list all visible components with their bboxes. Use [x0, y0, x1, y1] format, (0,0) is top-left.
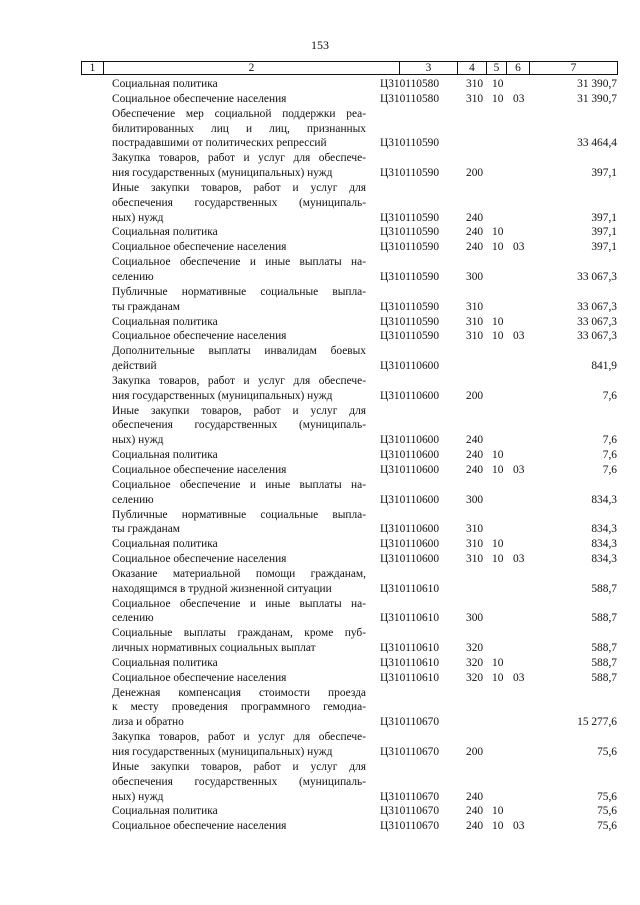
table-row	[0, 225, 640, 240]
row-expense-type: 240	[466, 463, 484, 476]
row-amount: 75,6	[597, 746, 617, 759]
row-name-line: Социальные выплаты гражданам, кроме пуб-	[112, 627, 366, 640]
row-target-code: Ц310110580	[380, 78, 440, 90]
table-row	[0, 448, 640, 463]
row-section: 10	[492, 538, 504, 551]
row-section: 10	[492, 241, 504, 254]
row-name-line: Социальное обеспечение населения	[112, 820, 287, 833]
row-name-line: Социальная политика	[112, 805, 218, 818]
row-name	[112, 240, 366, 255]
row-name-line: Социальное обеспечение населения	[112, 463, 287, 476]
row-amount: 588,7	[591, 642, 617, 655]
table-row	[0, 329, 640, 344]
row-name	[112, 374, 366, 404]
row-section: 10	[492, 449, 504, 462]
row-name	[112, 597, 366, 627]
row-expense-type: 310	[466, 523, 484, 536]
row-name-line: обеспечения государственных (муниципаль-	[112, 775, 366, 788]
row-name-line: Закупка товаров, работ и услуг для обеспече-	[112, 731, 366, 744]
row-name-line: ния государственных (муниципальных) нужд	[112, 167, 333, 180]
row-target-code: Ц310110590	[380, 226, 440, 239]
row-name	[112, 508, 366, 538]
row-target-code: Ц310110600	[380, 523, 440, 536]
table-row	[0, 344, 640, 374]
row-name-line: Дополнительные выплаты инвалидам боевых	[112, 345, 366, 358]
header-col-5: 5	[493, 62, 500, 74]
row-name	[112, 760, 366, 805]
row-amount: 31 390,7	[577, 78, 617, 90]
row-name-line: Социальное обеспечение и иные выплаты на-	[112, 597, 366, 610]
table-row	[0, 478, 640, 508]
row-name-line: селению	[112, 271, 154, 283]
row-section: 10	[492, 315, 504, 328]
row-expense-type: 240	[466, 241, 484, 254]
row-name	[112, 329, 366, 344]
row-name	[112, 225, 366, 240]
row-name	[112, 552, 366, 567]
table-row	[0, 819, 640, 834]
row-amount: 7,6	[602, 389, 617, 402]
row-expense-type: 310	[466, 330, 484, 343]
row-name-line: ты гражданам	[112, 523, 180, 536]
row-name-line: Социальная политика	[112, 78, 218, 90]
row-name	[112, 285, 366, 315]
row-name-line: Социальная политика	[112, 538, 218, 551]
row-name	[112, 344, 366, 374]
table-row	[0, 804, 640, 819]
header-col-2: 2	[248, 62, 255, 74]
row-section: 10	[492, 671, 504, 684]
table-row	[0, 760, 640, 805]
table-row	[0, 285, 640, 315]
row-section: 10	[492, 226, 504, 239]
row-section: 10	[492, 553, 504, 566]
row-expense-type: 320	[466, 642, 484, 655]
row-name-line: селению	[112, 493, 154, 506]
row-target-code: Ц310110590	[380, 211, 440, 224]
row-expense-type: 320	[466, 656, 484, 669]
row-name-line: действий	[112, 360, 157, 373]
row-name-line: Публичные нормативные социальные выпла-	[112, 285, 366, 298]
row-target-code: Ц310110590	[380, 315, 440, 328]
row-name-line: Иные закупки товаров, работ и услуг для	[112, 181, 366, 194]
row-name-line: Иные закупки товаров, работ и услуг для	[112, 760, 366, 773]
row-expense-type: 310	[466, 300, 484, 313]
row-target-code: Ц310110600	[380, 463, 440, 476]
row-name	[112, 537, 366, 552]
row-expense-type: 310	[466, 92, 484, 105]
row-name	[112, 478, 366, 508]
row-name-line: ты гражданам	[112, 300, 180, 313]
row-expense-type: 200	[466, 389, 484, 402]
row-name-line: ния государственных (муниципальных) нужд	[112, 746, 333, 759]
row-target-code: Ц310110600	[380, 389, 440, 402]
row-name-line: пострадавшими от политических репрессий	[112, 137, 327, 150]
table-row	[0, 552, 640, 567]
row-target-code: Ц310110600	[380, 538, 440, 551]
row-expense-type: 310	[466, 315, 484, 328]
row-amount: 7,6	[602, 434, 617, 447]
row-amount: 588,7	[591, 656, 617, 669]
table-row	[0, 315, 640, 330]
row-expense-type: 240	[466, 790, 484, 803]
row-target-code: Ц310110670	[380, 746, 440, 759]
row-name-line: селению	[112, 612, 154, 625]
row-target-code: Ц310110610	[380, 612, 440, 625]
row-amount: 33 067,3	[577, 300, 617, 313]
row-section: 10	[492, 330, 504, 343]
table-row	[0, 463, 640, 478]
header-col-3: 3	[425, 62, 432, 74]
row-name-line: Социальное обеспечение населения	[112, 671, 287, 684]
table-header	[81, 61, 618, 75]
row-amount: 33 067,3	[577, 271, 617, 283]
row-name	[112, 151, 366, 181]
row-name	[112, 819, 366, 834]
row-target-code: Ц310110590	[380, 137, 440, 150]
row-target-code: Ц310110590	[380, 330, 440, 343]
row-target-code: Ц310110600	[380, 360, 440, 373]
header-col-6: 6	[515, 62, 521, 74]
row-target-code: Ц310110590	[380, 271, 440, 283]
row-name	[112, 804, 366, 819]
row-name-line: Оказание материальной помощи гражданам,	[112, 567, 366, 580]
row-name	[112, 315, 366, 330]
row-subsection: 03	[513, 820, 525, 833]
row-amount: 397,1	[591, 241, 617, 254]
row-expense-type: 300	[466, 493, 484, 506]
row-expense-type: 240	[466, 211, 484, 224]
row-target-code: Ц310110590	[380, 241, 440, 254]
row-name-line: Социальная политика	[112, 315, 218, 328]
row-expense-type: 310	[466, 553, 484, 566]
row-name	[112, 686, 366, 731]
row-name	[112, 448, 366, 463]
row-section: 10	[492, 656, 504, 669]
row-amount: 588,7	[591, 582, 617, 595]
row-name	[112, 77, 366, 92]
row-amount: 33 067,3	[577, 315, 617, 328]
table-row	[0, 508, 640, 538]
header-col-1: 1	[89, 62, 96, 74]
row-name-line: Социальное обеспечение населения	[112, 553, 287, 566]
row-amount: 397,1	[591, 167, 617, 180]
table-row	[0, 255, 640, 285]
row-name-line: ных) нужд	[112, 434, 164, 447]
row-name-line: Публичные нормативные социальные выпла-	[112, 508, 366, 521]
row-name-line: Закупка товаров, работ и услуг для обеспече-	[112, 152, 366, 165]
row-name-line: Социальное обеспечение населения	[112, 330, 287, 343]
header-col-7: 7	[570, 62, 577, 74]
row-expense-type: 240	[466, 226, 484, 239]
row-subsection: 03	[513, 463, 525, 476]
row-name-line: Социальное обеспечение и иные выплаты на-	[112, 478, 366, 491]
table-row	[0, 107, 640, 152]
table-row	[0, 686, 640, 731]
row-section: 10	[492, 78, 504, 90]
page-number: 153	[311, 38, 329, 52]
row-subsection: 03	[513, 92, 525, 105]
row-name	[112, 626, 366, 656]
row-section: 10	[492, 92, 504, 105]
row-expense-type: 240	[466, 449, 484, 462]
row-target-code: Ц310110670	[380, 820, 440, 833]
row-name	[112, 567, 366, 597]
row-subsection: 03	[513, 553, 525, 566]
row-amount: 834,3	[591, 523, 617, 536]
row-name	[112, 404, 366, 449]
row-amount: 33 067,3	[577, 330, 617, 343]
row-amount: 31 390,7	[577, 92, 617, 105]
row-target-code: Ц310110600	[380, 449, 440, 462]
row-amount: 588,7	[591, 671, 617, 684]
row-name	[112, 656, 366, 671]
table-row	[0, 92, 640, 107]
row-expense-type: 200	[466, 167, 484, 180]
row-name-line: находящимся в трудной жизненной ситуации	[112, 582, 332, 595]
row-subsection: 03	[513, 671, 525, 684]
row-target-code: Ц310110670	[380, 716, 440, 729]
row-amount: 75,6	[597, 820, 617, 833]
row-name-line: Социальное обеспечение и иные выплаты на-	[112, 256, 366, 269]
row-name-line: ных) нужд	[112, 790, 164, 803]
row-name-line: Социальное обеспечение населения	[112, 241, 287, 254]
row-amount: 834,3	[591, 538, 617, 551]
row-name	[112, 730, 366, 760]
row-name-line: обеспечения государственных (муниципаль-	[112, 419, 366, 432]
row-name-line: Социальная политика	[112, 226, 218, 239]
row-name	[112, 463, 366, 478]
row-expense-type: 240	[466, 805, 484, 818]
row-amount: 33 464,4	[577, 137, 617, 150]
row-target-code: Ц310110610	[380, 582, 440, 595]
row-name	[112, 671, 366, 686]
row-name-line: ных) нужд	[112, 211, 164, 224]
row-expense-type: 240	[466, 820, 484, 833]
budget-table-body	[0, 77, 640, 834]
table-row	[0, 151, 640, 181]
row-target-code: Ц310110590	[380, 167, 440, 180]
row-expense-type: 300	[466, 612, 484, 625]
row-name-line: Социальное обеспечение населения	[112, 92, 287, 105]
row-amount: 588,7	[591, 612, 617, 625]
table-row	[0, 181, 640, 226]
table-row	[0, 671, 640, 686]
row-target-code: Ц310110580	[380, 92, 440, 105]
row-target-code: Ц310110600	[380, 553, 440, 566]
row-name-line: лиза и обратно	[112, 716, 184, 729]
row-amount: 75,6	[597, 805, 617, 818]
row-section: 10	[492, 463, 504, 476]
row-name-line: ния государственных (муниципальных) нужд	[112, 389, 333, 402]
table-row	[0, 567, 640, 597]
row-name-line: Обеспечение мер социальной поддержки реа-	[112, 107, 366, 120]
row-amount: 15 277,6	[577, 716, 617, 729]
header-col-4: 4	[469, 62, 475, 74]
row-name-line: Иные закупки товаров, работ и услуг для	[112, 404, 366, 417]
row-name	[112, 92, 366, 107]
row-subsection: 03	[513, 330, 525, 343]
table-row	[0, 537, 640, 552]
row-name-line: к месту проведения программного гемодиа-	[112, 701, 366, 714]
row-target-code: Ц310110610	[380, 642, 440, 655]
table-row	[0, 730, 640, 760]
row-name	[112, 107, 366, 152]
row-target-code: Ц310110600	[380, 434, 440, 447]
table-row	[0, 626, 640, 656]
row-expense-type: 240	[466, 434, 484, 447]
row-name-line: обеспечения государственных (муниципаль-	[112, 196, 366, 209]
row-target-code: Ц310110600	[380, 493, 440, 506]
table-row	[0, 404, 640, 449]
table-row	[0, 597, 640, 627]
row-section: 10	[492, 820, 504, 833]
row-amount: 75,6	[597, 790, 617, 803]
row-expense-type: 320	[466, 671, 484, 684]
row-section: 10	[492, 805, 504, 818]
row-name-line: Денежная компенсация стоимости проезда	[112, 686, 366, 699]
row-expense-type: 310	[466, 78, 484, 90]
row-target-code: Ц310110670	[380, 790, 440, 803]
row-target-code: Ц310110610	[380, 671, 440, 684]
row-amount: 397,1	[591, 226, 617, 239]
table-row	[0, 374, 640, 404]
row-expense-type: 300	[466, 271, 484, 283]
table-row	[0, 240, 640, 255]
row-subsection: 03	[513, 241, 525, 254]
row-amount: 834,3	[591, 553, 617, 566]
row-amount: 834,3	[591, 493, 617, 506]
row-name	[112, 181, 366, 226]
table-row	[0, 77, 640, 92]
row-amount: 7,6	[602, 449, 617, 462]
row-name-line: личных нормативных социальных выплат	[112, 642, 316, 655]
row-amount: 841,9	[591, 360, 617, 373]
row-expense-type: 200	[466, 746, 484, 759]
table-row	[0, 656, 640, 671]
row-amount: 397,1	[591, 211, 617, 224]
row-name-line: Закупка товаров, работ и услуг для обеспече-	[112, 374, 366, 387]
row-name	[112, 255, 366, 285]
row-name-line: Социальная политика	[112, 656, 218, 669]
row-name-line: Социальная политика	[112, 449, 218, 462]
row-target-code: Ц310110670	[380, 805, 440, 818]
row-amount: 7,6	[602, 463, 617, 476]
row-name-line: билитированных лиц и лиц, признанных	[112, 122, 366, 135]
row-target-code: Ц310110590	[380, 300, 440, 313]
row-expense-type: 310	[466, 538, 484, 551]
row-target-code: Ц310110610	[380, 656, 440, 669]
